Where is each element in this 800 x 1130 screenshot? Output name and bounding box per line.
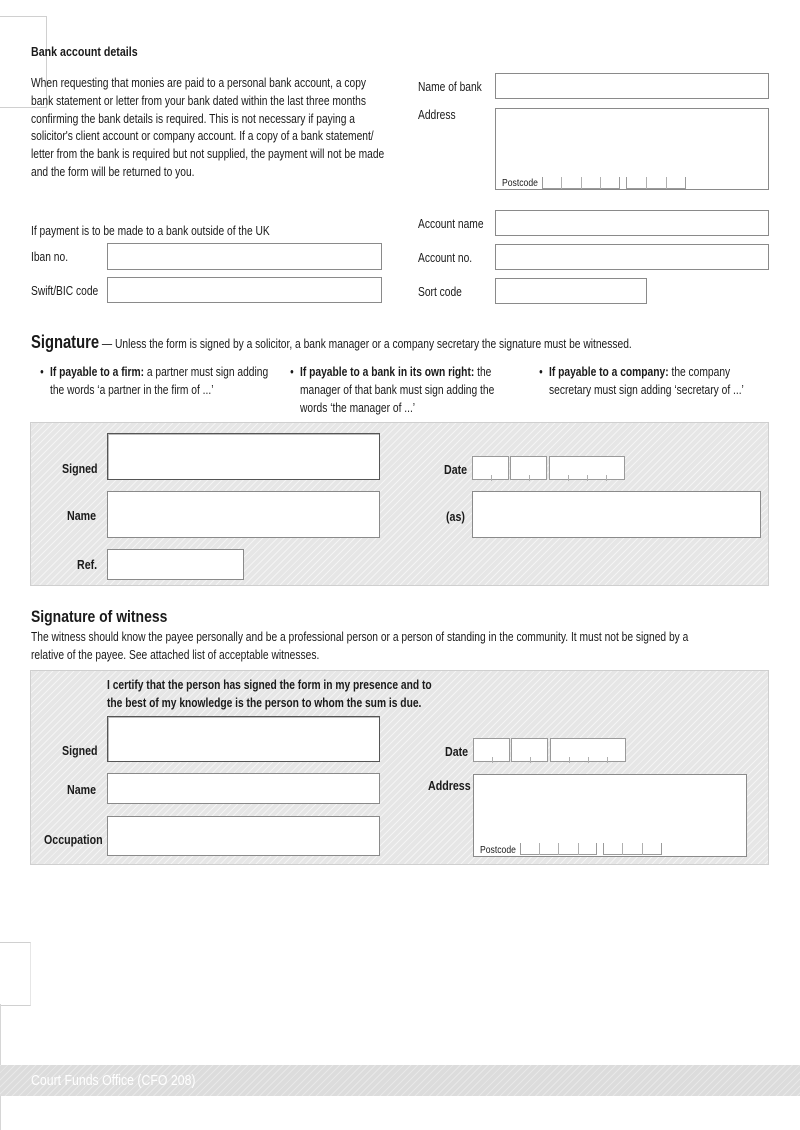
bullet-firm-title: If payable to a firm: [50, 365, 144, 379]
witness-description [31, 629, 688, 665]
bullet-bank-title: If payable to a bank in its own right: [300, 365, 475, 379]
account-no-label: Account no. [418, 251, 473, 265]
intro-line: and the form will be returned to you. [31, 164, 195, 179]
witness-postcode-boxes[interactable] [520, 843, 662, 855]
swift-label: Swift/BIC code [31, 284, 99, 298]
intro-line: bank statement or letter from your bank dated within the last three months [31, 93, 367, 108]
name-of-bank-input[interactable] [495, 73, 769, 99]
signature-heading-row [31, 332, 632, 353]
outside-uk-note: If payment is to be made to a bank outside of the UK [31, 224, 270, 238]
sort-code-input[interactable] [495, 278, 647, 304]
witness-signed-label: Signed [62, 743, 98, 758]
account-name-input[interactable] [495, 210, 769, 236]
bank-details-heading: Bank account details [31, 44, 138, 59]
signature-date-label: Date [444, 462, 468, 477]
bullet-company [549, 364, 744, 400]
bank-postcode-boxes[interactable] [542, 177, 686, 189]
witness-address-label: Address [428, 778, 471, 793]
witness-date-input[interactable] [473, 738, 626, 762]
sort-code-label: Sort code [418, 285, 462, 299]
bank-address-input[interactable] [495, 108, 769, 190]
bank-postcode-label: Postcode [502, 177, 538, 189]
ref-input[interactable] [107, 549, 244, 580]
witness-name-input[interactable] [107, 773, 380, 804]
footer-office: Court Funds Office [31, 1072, 135, 1089]
witness-address-input[interactable] [473, 774, 747, 857]
as-label: (as) [446, 509, 465, 524]
signature-date-input[interactable] [472, 456, 625, 480]
iban-label: Iban no. [31, 250, 69, 264]
signature-input[interactable] [107, 433, 380, 480]
bullet-firm-text: the words ‘a partner in the firm of ...’ [50, 382, 214, 397]
witness-desc-line: The witness should know the payee personally and be a professional person or a person of standing in the community. It must not be signed by a [31, 630, 689, 644]
witness-name-label: Name [67, 782, 97, 797]
intro-line: When requesting that monies are paid to a personal bank account, a copy [31, 76, 367, 90]
bullet-firm-text: a partner must sign adding [143, 365, 269, 379]
bullet-bank-text: words ‘the manager of ...’ [300, 400, 416, 415]
iban-input[interactable] [107, 243, 382, 270]
footer-text [31, 1072, 196, 1089]
intro-line: confirming the bank details is required. This is not necessary if paying a [31, 111, 356, 126]
name-of-bank-label: Name of bank [418, 80, 482, 94]
footer-form-code: (CFO 208) [137, 1072, 196, 1089]
witness-occupation-label: Occupation [44, 832, 103, 847]
witness-desc-line: relative of the payee. See attached list of acceptable witnesses. [31, 647, 320, 662]
witness-certification [107, 677, 432, 713]
account-name-label: Account name [418, 217, 484, 231]
certify-line: I certify that the person has signed the form in my presence and to [107, 678, 432, 692]
signed-label: Signed [62, 461, 98, 476]
bullet-bank-text: the [474, 365, 492, 379]
account-no-input[interactable] [495, 244, 769, 270]
bullet-bank-text: manager of that bank must sign adding the [300, 382, 495, 397]
intro-line: solicitor's client account or company account. If a copy of a bank statement/ [31, 129, 374, 144]
witness-date-label: Date [445, 744, 469, 759]
bank-address-label: Address [418, 108, 456, 122]
ref-label: Ref. [77, 557, 98, 572]
witness-occupation-input[interactable] [107, 816, 380, 856]
bank-details-intro [31, 75, 384, 182]
signer-name-input[interactable] [107, 491, 380, 538]
bullet-company-text: the company [668, 365, 731, 379]
as-input[interactable] [472, 491, 761, 538]
footer-bar [0, 1065, 800, 1096]
swift-input[interactable] [107, 277, 382, 303]
witness-postcode-label: Postcode [480, 844, 516, 856]
signature-heading: Signature [31, 332, 100, 352]
witness-heading: Signature of witness [31, 607, 168, 626]
bullet-company-text: secretary must sign adding ‘secretary of ...’ [549, 382, 744, 397]
bullet-firm [50, 364, 268, 400]
bullet-company-title: If payable to a company: [549, 365, 669, 379]
certify-line: the best of my knowledge is the person to whom the sum is due. [107, 695, 422, 710]
corner-mark-bottom [0, 942, 31, 1006]
signer-name-label: Name [67, 508, 97, 523]
witness-signature-input[interactable] [107, 716, 380, 762]
intro-line: letter from the bank is required but not supplied, the payment will not be made [31, 147, 385, 162]
signature-heading-note: — Unless the form is signed by a solicitor, a bank manager or a company secretary the signature must be witnessed. [99, 337, 632, 351]
bullet-bank [300, 364, 494, 417]
